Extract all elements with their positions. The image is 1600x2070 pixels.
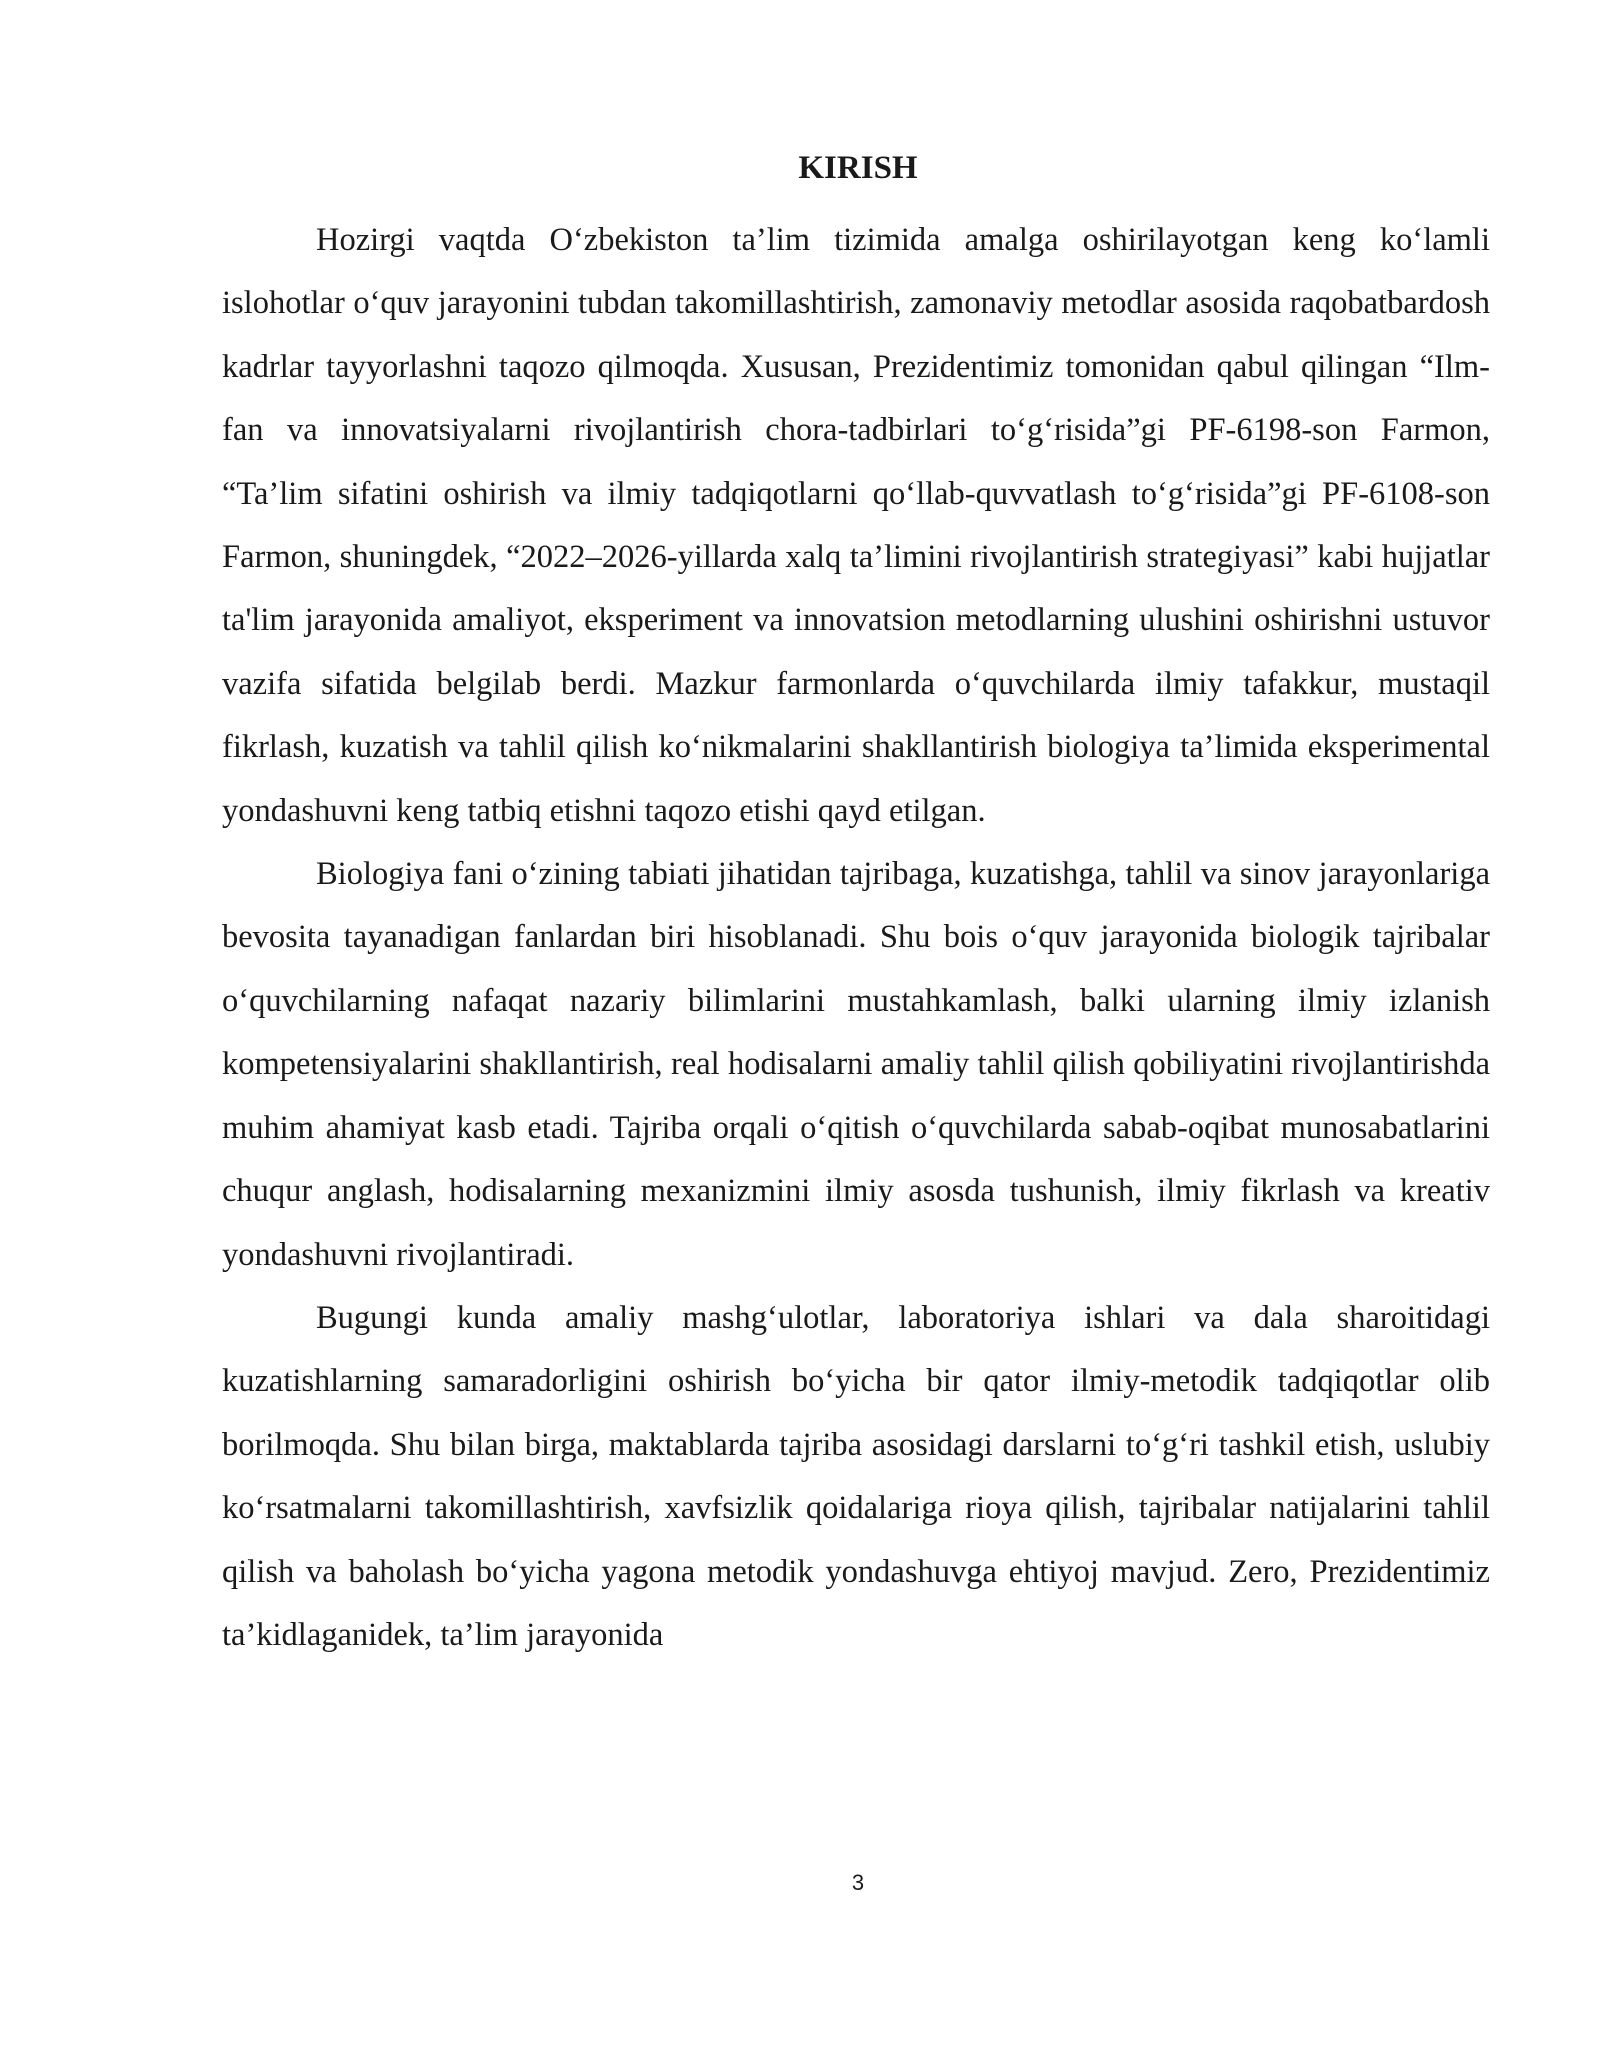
page-number: 3: [851, 1870, 865, 1895]
section-heading: KIRISH: [798, 150, 918, 186]
paragraph-1: Hozirgi vaqtda O‘zbekiston ta’lim tizimida amalga oshirilayotgan keng ko‘lamli islohotlar o‘quv jarayonini tubdan takomillashtirish, zamonaviy metodlar asosida raqobatbardosh kadrlar tayyorlashni taqozo qilmoqda. Xususan, Prezidentimiz tomonidan qabul qilingan “Ilm-fan va innovatsiyalarni rivojlantirish chora-tadbirlari to‘g‘risida”gi PF-6198-son Farmon, “Ta’lim sifatini oshirish va ilmiy tadqiqotlarni qo‘llab-quvvatlash to‘g‘risida”gi PF-6108-son Farmon, shuningdek, “2022–2026-yillarda xalq ta’limini rivojlantirish strategiyasi” kabi hujjatlar ta'lim jarayonida amaliyot, eksperiment va innovatsion metodlarning ulushini oshirishni ustuvor vazifa sifatida belgilab berdi. Mazkur farmonlarda o‘quvchilarda ilmiy tafakkur, mustaqil fikrlash, kuzatish va tahlil qilish ko‘nikmalarini shakllantirish biologiya ta’limida eksperimental yondashuvni keng tatbiq etishni taqozo etishi qayd etilgan.: [222, 222, 1490, 829]
paragraph-2: Biologiya fani o‘zining tabiati jihatidan tajribaga, kuzatishga, tahlil va sinov jarayonlariga bevosita tayanadigan fanlardan biri hisoblanadi. Shu bois o‘quv jarayonida biologik tajribalar o‘quvchilarning nafaqat nazariy bilimlarini mustahkamlash, balki ularning ilmiy izlanish kompetensiyalarini shakllantirish, real hodisalarni amaliy tahlil qilish qobiliyatini rivojlantirishda muhim ahamiyat kasb etadi. Tajriba orqali o‘qitish o‘quvchilarda sabab-oqibat munosabatlarini chuqur anglash, hodisalarning mexanizmini ilmiy asosda tushunish, ilmiy fikrlash va kreativ yondashuvni rivojlantiradi.: [222, 856, 1490, 1273]
paragraph-3: Bugungi kunda amaliy mashg‘ulotlar, laboratoriya ishlari va dala sharoitidagi kuzatishlarning samaradorligini oshirish bo‘yicha bir qator ilmiy-metodik tadqiqotlar olib borilmoqda. Shu bilan birga, maktablarda tajriba asosidagi darslarni to‘g‘ri tashkil etish, uslubiy ko‘rsatmalarni takomillashtirish, xavfsizlik qoidalariga rioya qilish, tajribalar natijalarini tahlil qilish va baholash bo‘yicha yagona metodik yondashuvga ehtiyoj mavjud. Zero, Prezidentimiz ta’kidlaganidek, ta’lim jarayonida: [222, 1299, 1490, 1653]
body-text: [222, 209, 1490, 1667]
